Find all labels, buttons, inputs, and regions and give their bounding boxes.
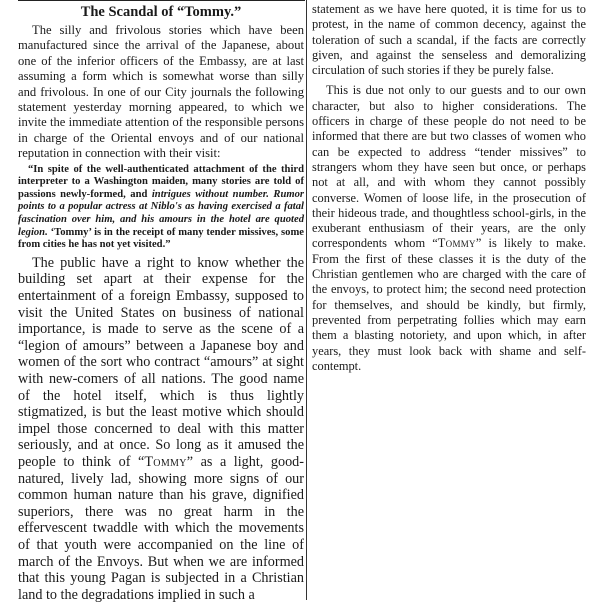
paragraph-continued: statement as we have here quoted, it is time for us to protest, in the name of common decency, against the toleration of such a scandal, if the facts are correctly given, and against the senseless and demoralizing circulation of such stories if they be purely false. xyxy=(312,2,586,78)
para2-name: Tommy xyxy=(144,453,187,470)
para3-name: Tommy xyxy=(437,236,476,251)
para2-seg2: ” as a light, good-natured, lively lad, showing more signs of our common human nature than his grave, dignified superiors, there was no great harm in the effervescent twaddle with which the movements of that youth were accompanied on the line of march of the Envoys. But when we are informed that this young Pagan is subjected in a Christian land to the degradations implied in such a xyxy=(18,453,304,603)
paragraph-higher-considerations xyxy=(312,83,586,374)
paragraph-public-right xyxy=(18,255,304,603)
article-headline: The Scandal of “Tommy.” xyxy=(80,4,242,20)
quote-part-2: intrigues without number. Rumor points to a popular actress at Niblo's as having exercised a fatal fascination over him, and his amours in the hotel are quoted legion. xyxy=(18,188,304,238)
quote-part-1: “In spite of the well-authenticated attachment of the third interpreter to a Washington maiden, many stories are told of passions newly-formed, and xyxy=(18,163,304,200)
quoted-statement xyxy=(18,164,304,252)
quote-part-3: ‘Tommy’ is in the receipt of many tender missives, some from cities he has not yet visited.” xyxy=(18,226,304,251)
para2-seg1: The public have a right to know whether the building set apart at their expense for the entertainment of a foreign Embassy, supposed to visit the United States on business of national importance, is made to serve as the scene of a “legion of amours” between a Japanese boy and women of the sort who contract “amours” at sight with new-comers of all nations. The good name of the hotel itself, which is thus lightly stigmatized, is but the least motive which should impel those concerned to deal with this matter seriously, and at once. So long as it amused the people to think of “ xyxy=(18,254,304,470)
paragraph-intro: The silly and frivolous stories which have been manufactured since the arrival of the Japanese, about one of the inferior officers of the Embassy, are at last assuming a form which is somewhat worse than silly and frivolous. In one of our City journals the following statement yesterday morning appeared, to which we invite the immediate attention of the responsible persons in charge of the Oriental envoys and of our national reputation in connection with their visit: xyxy=(18,23,304,161)
left-column xyxy=(18,0,304,603)
right-column xyxy=(312,0,586,374)
column-divider xyxy=(306,0,307,600)
para3-seg1: This is due not only to our guests and to our own character, but also to higher considerations. The officers in charge of these people do not need to be informed that there are but two classes of women who can be expected to address “tender missives” to strangers whom they have seen but once, or perhaps not at all, and with whom they cannot possibly converse. Women of loose life, in the prosecution of their hideous trade, and thoughtless school-girls, in the exuberant enthusiasm of their years, are the only correspondents whom “ xyxy=(312,83,586,251)
para3-seg2: ” is likely to make. From the first of these classes it is the duty of the Christian gentlemen who are charged with the care of the envoys, to protect him; the second need protection for themselves, and should be kindly, but firmly, prevented from perpetrating follies which may earn them a blasting notoriety, and upon which, in after years, they must look back with shame and self-contempt. xyxy=(312,236,586,373)
